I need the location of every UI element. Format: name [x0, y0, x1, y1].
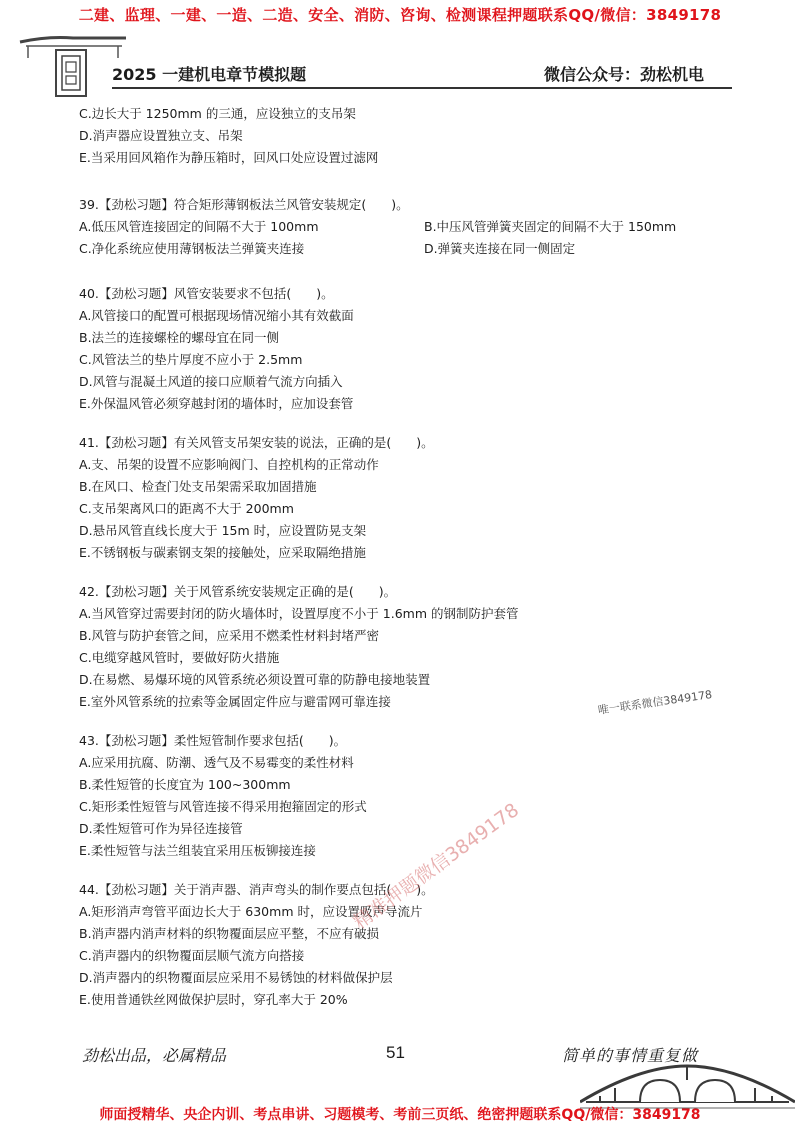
option-e: E.柔性短管与法兰组装宜采用压板铆接连接 — [79, 843, 316, 858]
question-stem: 42.【劲松习题】关于风管系统安装规定正确的是( )。 — [79, 584, 397, 599]
wechat-account: 微信公众号：劲松机电 — [544, 65, 705, 84]
option-e: E.不锈钢板与碳素钢支架的接触处，应采取隔绝措施 — [79, 545, 366, 560]
carryover-option-c: C.边长大于 1250mm 的三通，应设独立的支吊架 — [79, 106, 356, 121]
option-d: D.弹簧夹连接在同一侧固定 — [424, 241, 576, 256]
carryover-option-d: D.消声器应设置独立支、吊架 — [79, 128, 243, 143]
option-b: B.柔性短管的长度宜为 100~300mm — [79, 777, 291, 792]
option-c: C.风管法兰的垫片厚度不应小于 2.5mm — [79, 352, 303, 367]
option-b: B.风管与防护套管之间，应采用不燃柔性材料封堵严密 — [79, 628, 380, 643]
question-39 — [79, 194, 699, 260]
stone-arch-bridge-icon — [580, 1062, 795, 1110]
question-42 — [79, 581, 699, 713]
page-number: 51 — [386, 1043, 405, 1062]
option-e: E.室外风管系统的拉索等金属固定件应与避雷网可靠连接 — [79, 694, 391, 709]
question-stem: 39.【劲松习题】符合矩形薄钢板法兰风管安装规定( )。 — [79, 197, 409, 212]
question-43 — [79, 730, 699, 862]
question-stem: 44.【劲松习题】关于消声器、消声弯头的制作要点包括( )。 — [79, 882, 434, 897]
question-content — [79, 103, 699, 1011]
header-divider — [112, 87, 732, 89]
option-d: D.悬吊风管直线长度大于 15m 时，应设置防晃支架 — [79, 523, 367, 538]
option-a: A.风管接口的配置可根据现场情况缩小其有效截面 — [79, 308, 354, 323]
option-b: B.在风口、检查门处支吊架需采取加固措施 — [79, 479, 317, 494]
top-promo-banner: 二建、监理、一建、一造、二造、安全、消防、咨询、检测课程押题联系QQ/微信：3849178 — [78, 6, 722, 24]
bottom-promo-banner: 师面授精华、央企内训、考点串讲、习题模考、考前三页纸、绝密押题联系QQ/微信：3849178 — [99, 1107, 701, 1123]
option-row — [79, 238, 699, 260]
footer-slogan-right: 简单的事情重复做 — [562, 1046, 699, 1065]
question-stem: 40.【劲松习题】风管安装要求不包括( )。 — [79, 286, 334, 301]
question-40 — [79, 283, 699, 415]
option-c: C.电缆穿越风管时，要做好防火措施 — [79, 650, 280, 665]
option-b: B.中压风管弹簧夹固定的间隔不大于 150mm — [424, 219, 677, 234]
option-a: A.低压风管连接固定的间隔不大于 100mm — [79, 219, 319, 234]
question-41 — [79, 432, 699, 564]
option-c: C.消声器内的织物覆面层顺气流方向搭接 — [79, 948, 305, 963]
option-b: B.消声器内消声材料的织物覆面层应平整，不应有破损 — [79, 926, 380, 941]
option-d: D.在易燃、易爆环境的风管系统必须设置可靠的防静电接地装置 — [79, 672, 431, 687]
carryover-options — [79, 103, 699, 169]
footer-slogan-left: 劲松出品，必属精品 — [82, 1046, 227, 1065]
question-stem: 41.【劲松习题】有关风管支吊架安装的说法，正确的是( )。 — [79, 435, 434, 450]
option-d: D.柔性短管可作为异径连接管 — [79, 821, 243, 836]
document-title: 2025 一建机电章节模拟题 — [112, 65, 307, 84]
option-e: E.使用普通铁丝网做保护层时，穿孔率大于 20% — [79, 992, 348, 1007]
option-row — [79, 216, 699, 238]
option-a: A.支、吊架的设置不应影响阀门、自控机构的正常动作 — [79, 457, 379, 472]
option-d: D.消声器内的织物覆面层应采用不易锈蚀的材料做保护层 — [79, 970, 393, 985]
option-c: C.净化系统应使用薄钢板法兰弹簧夹连接 — [79, 241, 305, 256]
option-c: C.支吊架离风口的距离不大于 200mm — [79, 501, 294, 516]
option-d: D.风管与混凝土风道的接口应顺着气流方向插入 — [79, 374, 343, 389]
carryover-option-e: E.当采用回风箱作为静压箱时，回风口处应设置过滤网 — [79, 150, 379, 165]
option-a: A.应采用抗腐、防潮、透气及不易霉变的柔性材料 — [79, 755, 354, 770]
option-b: B.法兰的连接螺栓的螺母宜在同一侧 — [79, 330, 280, 345]
contact-watermark-small: 唯一联系微信3849178 — [597, 688, 713, 717]
question-stem: 43.【劲松习题】柔性短管制作要求包括( )。 — [79, 733, 347, 748]
option-a: A.矩形消声弯管平面边长大于 630mm 时，应设置吸声导流片 — [79, 904, 423, 919]
chinese-eave-ornament-icon — [18, 18, 128, 98]
option-a: A.当风管穿过需要封闭的防火墙体时，设置厚度不小于 1.6mm 的钢制防护套管 — [79, 606, 519, 621]
option-c: C.矩形柔性短管与风管连接不得采用抱箍固定的形式 — [79, 799, 367, 814]
contact-watermark-large: 精准押题微信3849178 — [349, 799, 524, 934]
option-e: E.外保温风管必须穿越封闭的墙体时，应加设套管 — [79, 396, 354, 411]
